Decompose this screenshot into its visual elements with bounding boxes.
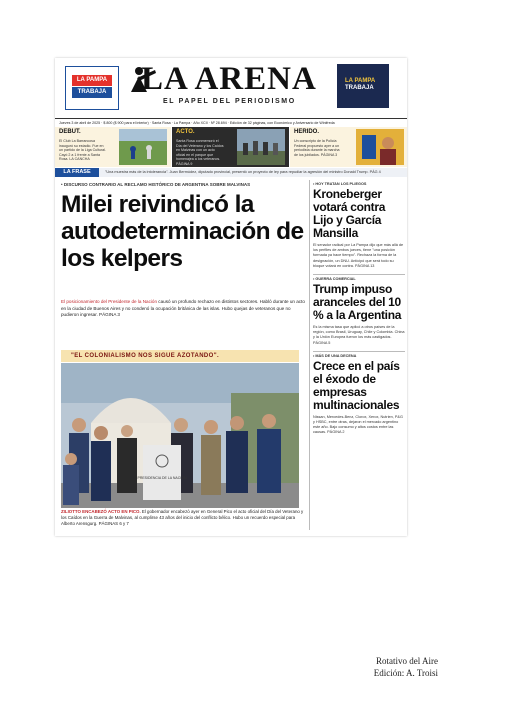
main-photo-illustration: [61, 363, 299, 508]
sidebar-kicker: • HOY TRATAN LOS PLIEGOS: [313, 182, 367, 186]
dateline: Jueves 3 de abril de 2025 · $ 800 ($ 900 para el interior) · Santa Rosa · La Pampa · Año XCII · Nº 28.694 · Edición de 32 páginas, con Económico y Aniversario de Winifreda: [55, 118, 407, 126]
sidebar-headline: Trump impuso aranceles del 10 % a la Argentina: [313, 282, 402, 323]
podium: [143, 445, 181, 500]
main-lede-text: causó un profundo rechazo en distintos sectores. Habló durante un acto en la ciudad de Buenos Aires y no condenó la ocupación británica de las islas. Hubo quejas de veteranos que no pudieron ingresar. PÁGINA 3: [61, 299, 305, 318]
main-photo-caption: [61, 509, 305, 527]
caption-text: El gobernador encabezó ayer en General Pico el acto oficial del Día del Veterano y los Caídos en la Guerra de Malvinas, al cumplirse 43 años del inicio del conflicto bélico. Hubo un recuerdo especial para Alberto Arensgurg. PÁGINAS 6 y 7: [61, 509, 304, 526]
masthead: [55, 58, 407, 118]
sidebar-kicker: • MÁS DE UNA DECENA: [313, 353, 357, 358]
teaser-title: HERIDO.: [294, 129, 320, 135]
main-photo: [61, 363, 299, 508]
teaser-photo-herido: [356, 129, 404, 165]
sidebar-text: Es la misma tasa que aplicó a otros países de la región, como Brasil, Uruguay, Chile y Colombia. China y la Unión Europea fueron los más castigados. PÁGINA 5: [313, 325, 405, 345]
credit-line2: Edición: A. Troisi: [373, 668, 438, 678]
photo-quote: "EL COLONIALISMO NOS SIGUE AZOTANDO".: [71, 353, 220, 359]
teaser-photo-soccer: [119, 129, 167, 165]
newspaper-logo-text: LA ARENA: [141, 61, 317, 97]
newspaper-tagline: EL PAPEL DEL PERIODISMO: [163, 98, 296, 105]
main-story-kicker: • DISCURSO CONTRARIO AL RECLAMO HISTÓRICO DE ARGENTINA SOBRE MALVINAS: [61, 182, 251, 187]
teaser-herido[interactable]: [290, 127, 407, 167]
sidebar-headline: Kroneberger votará contra Lijo y García Mansilla: [313, 187, 386, 240]
main-lede-highlight: El posicionamiento del Presidente de la Nación: [61, 299, 158, 304]
teaser-text: El Club La Barrancosa inauguró su estadio. Fue en un partido de la Liga Cultural. Cayó 2 a 1 frente a Santa Rosa. LA CANCHA: [59, 139, 106, 162]
sidebar-column: [313, 180, 405, 441]
la-frase-text: "Una muestra más de la intolerancia". Juan Bermúdez, diputado provincial, presentó un proyecto de ley para repudiar la agresión del ministro Donald Trump. PÁG 4: [105, 170, 381, 174]
sidebar-divider: [313, 351, 405, 352]
column-divider: [309, 180, 310, 530]
promo-left-line1: LA PAMPA: [72, 75, 112, 86]
teaser-strip: [55, 127, 407, 167]
credit-line1: Rotativo del Aire: [376, 656, 438, 666]
credit-block: [352, 655, 438, 679]
promo-right-text: [345, 78, 375, 92]
la-pampa-trabaja-promo-right[interactable]: [337, 64, 389, 108]
sidebar-text: El senador radical por La Pampa dijo que más allá de los perfiles de ambos jueces, tiene "una posición formada ya hace tiempo". Rechaza la forma de la designación, un DNU. Anticipó que será todo su bloque votará en contra. PÁGINA 13: [313, 243, 404, 268]
teaser-title: DEBUT.: [59, 129, 81, 135]
sidebar-story[interactable]: [313, 277, 405, 346]
caption-title: ZILIOTTO ENCABEZÓ ACTO EN PICO.: [61, 509, 141, 514]
sidebar-kicker: • GUERRA COMERCIAL: [313, 277, 356, 282]
la-frase-label: LA FRASE: [55, 168, 99, 177]
teaser-title: ACTO.: [176, 129, 195, 135]
teaser-text: Un conscripto de la Policía Federal propuesto ayer a un periodista durante la marcha de los jubilados. PÁGINA 3: [294, 139, 340, 157]
teaser-acto[interactable]: [172, 127, 290, 167]
sidebar-story[interactable]: [313, 354, 405, 436]
podium-text: PRESIDENCIA DE LA NACIÓN: [137, 476, 187, 480]
la-frase-bar: [55, 168, 407, 177]
main-headline[interactable]: Milei reivindicó la autodeterminación de los kelpers: [61, 191, 304, 272]
sidebar-story[interactable]: [313, 182, 405, 269]
promo-right-line2: TRABAJA: [345, 85, 374, 91]
main-lede: [61, 299, 307, 319]
sidebar-text: Nissan, Mercedes-Benz, Clorox, Xerox, Nutrien, P&G y HSBC, entre otras, dejaron el mercado argentino este año. Bajo consumo y altos costos entre las causas. PÁGINA 2: [313, 414, 403, 435]
teaser-photo-acto: [237, 129, 285, 165]
sidebar-divider: [313, 274, 405, 275]
teaser-debut[interactable]: [55, 127, 172, 167]
promo-right-line1: LA PAMPA: [345, 78, 376, 84]
photo-quote-bar: [61, 350, 299, 362]
sidebar-headline: Crece en el país el éxodo de empresas multinacionales: [313, 358, 400, 412]
promo-left-line2: TRABAJA: [72, 87, 112, 98]
newspaper-front-page: [55, 58, 407, 536]
teaser-text: Santa Rosa conmemoró el Día del Veterano y los Caídos en Malvinas con un acto oficial en el parque que homenajea a los veteranos. PÁGINA 9: [176, 139, 224, 166]
la-pampa-trabaja-promo-left[interactable]: [65, 66, 119, 110]
